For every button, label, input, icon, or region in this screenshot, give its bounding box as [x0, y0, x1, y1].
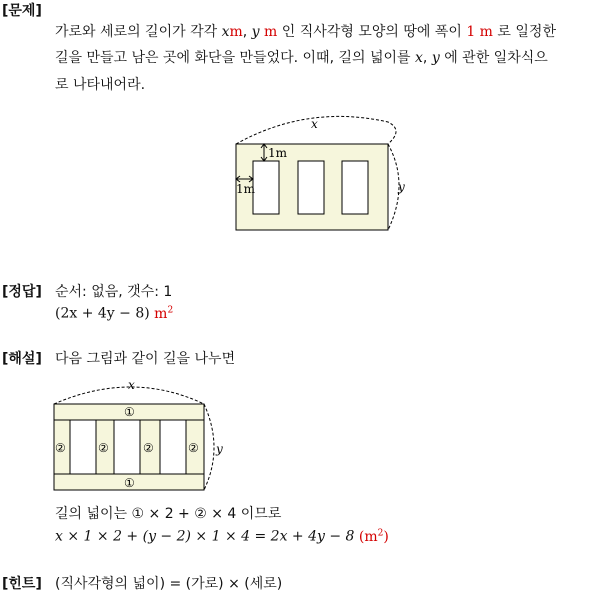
- flower-bed: [114, 420, 140, 474]
- path-width: 1 m: [466, 24, 493, 40]
- problem-line-1: 가로와 세로의 길이가 각각 xm, y m 인 직사각형 모양의 땅에 폭이 1 m 로 일정한: [55, 24, 556, 40]
- mark-2: ②: [98, 441, 109, 455]
- problem-text: 로 일정한: [497, 24, 556, 40]
- var-y: y: [251, 24, 260, 40]
- top-width-label: 1m: [268, 146, 288, 160]
- problem-text: 가로와 세로의 길이가 각각: [55, 24, 218, 40]
- left-width-label: 1m: [236, 182, 256, 196]
- explanation-intro: 다음 그림과 같이 길을 나누면: [55, 351, 236, 367]
- problem-label: [문제]: [2, 3, 42, 19]
- flower-bed: [298, 161, 324, 214]
- answer-label: [정답]: [2, 284, 42, 300]
- x-label: x: [311, 117, 318, 131]
- flower-bed: [253, 161, 279, 214]
- problem-text: 에 관한 일차식으: [444, 50, 548, 66]
- hint-text: (직사각형의 넓이) = (가로) × (세로): [55, 576, 283, 592]
- problem-line-3: 로 나타내어라.: [55, 77, 146, 93]
- y-dimension-arc: [204, 404, 214, 490]
- answer-expr: (2x + 4y − 8): [55, 305, 150, 322]
- mark-2: ②: [55, 441, 66, 455]
- explanation-calc: x × 1 × 2 + (y − 2) × 1 × 4 = 2x + 4y − 8 $(m^2)$: [55, 528, 389, 545]
- unit-m: m: [264, 24, 278, 40]
- problem-line-2: 길을 만들고 남은 곳에 화단을 만들었다. 이때, 길의 넓이를 x, y 에 관한 일차식으: [55, 50, 548, 66]
- y-label: y: [398, 180, 405, 194]
- explanation-figure: [52, 378, 242, 496]
- explanation-label: [해설]: [2, 351, 42, 367]
- flower-bed: [342, 161, 368, 214]
- problem-text: 길을 만들고 남은 곳에 화단을 만들었다. 이때, 길의 넓이를: [55, 50, 411, 66]
- mark-1-top: ①: [124, 405, 135, 419]
- mark-2: ②: [143, 441, 154, 455]
- svg-text:y: y: [216, 442, 223, 456]
- answer-expression: [55, 305, 173, 322]
- var-x: x: [221, 24, 230, 40]
- mark-2: ②: [188, 441, 199, 455]
- problem-figure: [228, 114, 428, 239]
- explanation-area-text: 길의 넓이는 ① × 2 + ② × 4 이므로: [55, 506, 282, 522]
- hint-label: [힌트]: [2, 576, 42, 592]
- problem-text: 인 직사각형 모양의 땅에 폭이: [281, 24, 462, 40]
- unit-m: m: [229, 24, 243, 40]
- svg-text:x: x: [128, 378, 135, 392]
- answer-unit: $m^2$: [154, 305, 174, 322]
- flower-bed: [160, 420, 186, 474]
- flower-bed: [70, 420, 96, 474]
- answer-order: 순서: 없음, 갯수: 1: [55, 284, 173, 300]
- calc-unit: $(m^2)$: [358, 528, 389, 545]
- mark-1-bottom: ①: [124, 476, 135, 490]
